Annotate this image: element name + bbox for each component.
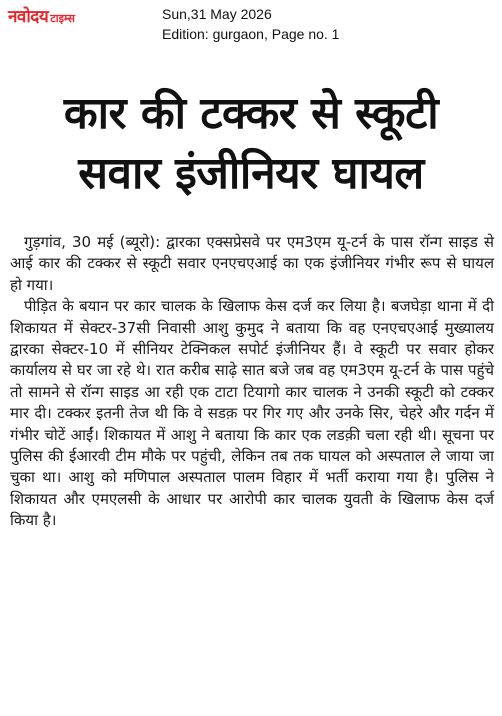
- masthead: [8, 2, 494, 46]
- article-body: [10, 232, 494, 532]
- headline-line-1: कार की टक्कर से स्कूटी: [63, 88, 439, 139]
- article-paragraph-1: गुड़गांव, 30 मई (ब्यूरो): द्वारका एक्सप्रेसवे पर एम3एम यू-टर्न के पास रॉन्ग साइड से आई कार की टक्कर से स्कूटी सवार एनएचएआई का एक इंजीनियर गंभीर रूप से घायल हो गया।: [10, 233, 494, 294]
- newspaper-logo: [8, 4, 75, 27]
- article-headline: [6, 84, 496, 204]
- logo-main-text: नवोदय: [8, 7, 49, 27]
- logo-sub-text: टाइम्स: [50, 12, 75, 25]
- article-paragraph-2: पीड़ित के बयान पर कार चालक के खिलाफ केस दर्ज कर लिया है। बजघेड़ा थाना में दी शिकायत में सेक्टर-37सी निवासी आशु कुमुद ने बताया कि वह एनएचएआई मुख्यालय द्वारका सेक्टर-10 में सीनियर टेक्निकल सपोर्ट इंजीनियर हैं। वे स्कूटी पर सवार होकर कार्यालय से घर जा रहे थे। रात करीब साढ़े सात बजे जब वह एम3एम यू-टर्न के पास पहुंचे तो सामने से रॉन्ग साइड आ रही एक टाटा टियागो कार चालक ने उनकी स्कूटी को टक्कर मार दी। टक्कर इतनी तेज थी कि वे सडक़ पर गिर गए और उनके सिर, चेहरे और गर्दन में गंभीर चोटें आईं। शिकायत में आशु ने बताया कि कार एक लडक़ी चला रही थी। सूचना पर पुलिस की ईआरवी टीम मौके पर पहुंची, लेकिन तब तक घायल को अस्पताल ले जाया जा चुका था। आशु को मणिपाल अस्पताल पालम विहार में भर्ती कराया गया है। पुलिस ने शिकायत और एमएलसी के आधार पर आरोपी कार चालक युवती के खिलाफ केस दर्ज किया है।: [10, 297, 494, 530]
- headline-line-2: सवार इंजीनियर घायल: [78, 148, 424, 199]
- edition-meta: [162, 4, 339, 44]
- publication-date: Sun,31 May 2026: [162, 6, 272, 22]
- edition-info: Edition: gurgaon, Page no. 1: [162, 26, 340, 42]
